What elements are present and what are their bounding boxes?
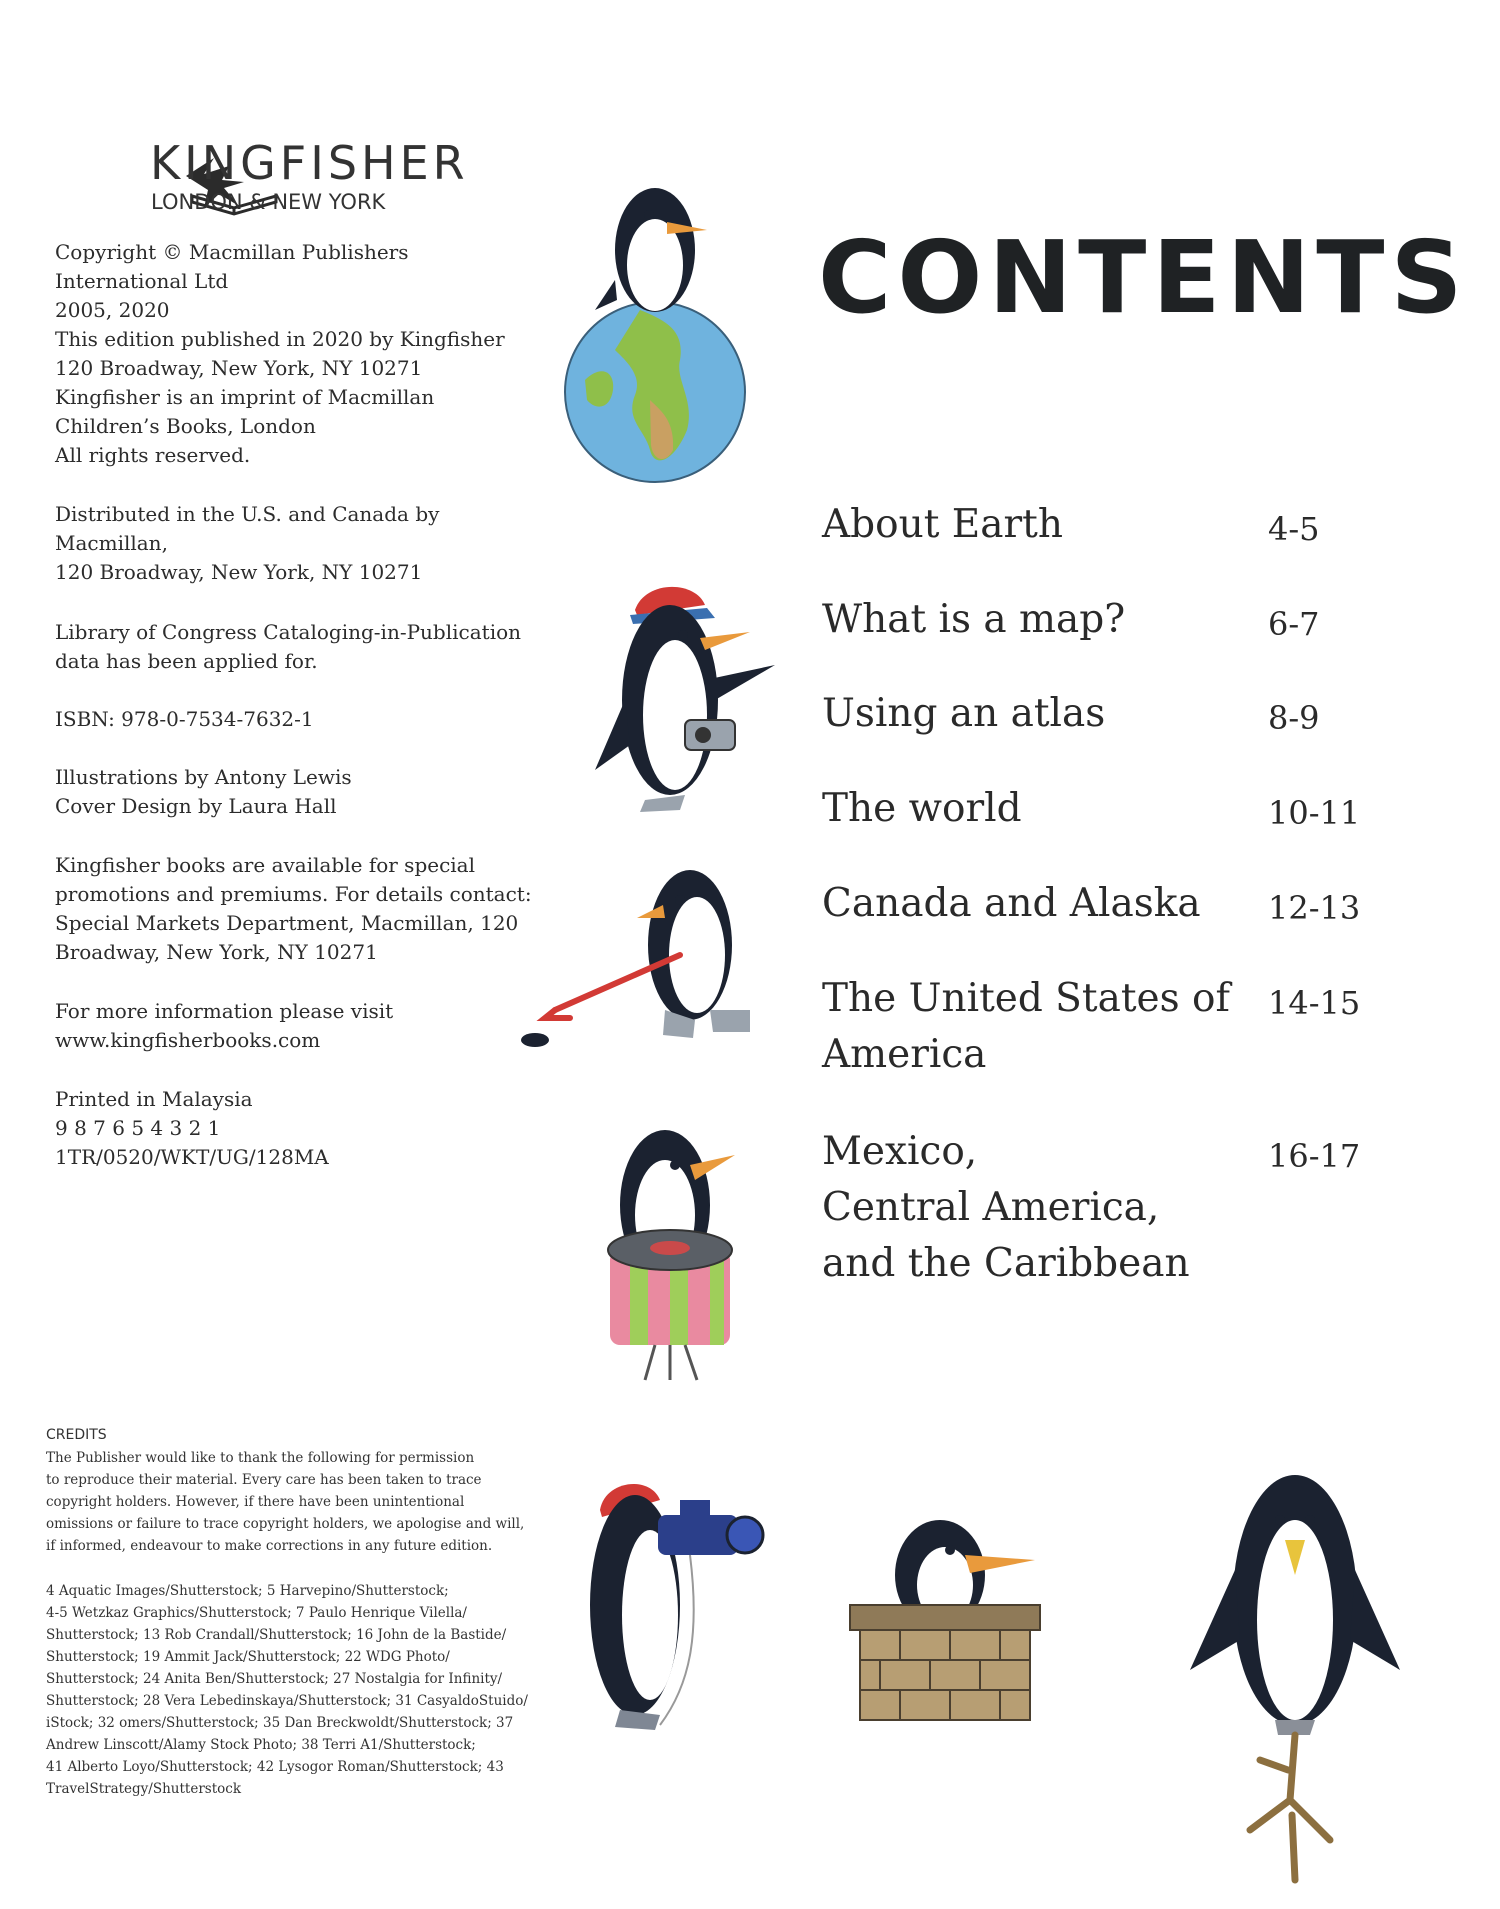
credits-line: omissions or failure to trace copyright holders, we apologise and will, (46, 1516, 525, 1532)
toc-page-number: 16-17 (1268, 1137, 1361, 1175)
penguin-hockey-illustration (515, 860, 795, 1060)
toc-entry-title: About Earth (822, 502, 1063, 547)
penguin-with-camera-illustration (575, 570, 795, 820)
imprint-line: Illustrations by Antony Lewis (55, 765, 352, 789)
toc-page-number: 4-5 (1268, 510, 1320, 548)
credits-line: Shutterstock; 19 Ammit Jack/Shutterstock; 22 WDG Photo/ (46, 1649, 450, 1665)
credits-line: TravelStrategy/Shutterstock (46, 1781, 241, 1797)
toc-entry-title: America (822, 1032, 987, 1077)
credits-line: Shutterstock; 24 Anita Ben/Shutterstock; 27 Nostalgia for Infinity/ (46, 1671, 503, 1687)
toc-entry-the-world (822, 781, 1252, 837)
credits-line: 4-5 Wetzkaz Graphics/Shutterstock; 7 Paulo Henrique Vilella/ (46, 1605, 467, 1621)
copyright-block (55, 238, 575, 470)
imprint-line: Kingfisher is an imprint of Macmillan (55, 385, 435, 409)
toc-entry-mexico-central-america (822, 1124, 1252, 1292)
distribution-block (55, 500, 575, 587)
credits-line: 4 Aquatic Images/Shutterstock; 5 Harvepino/Shutterstock; (46, 1583, 449, 1599)
credits-line: to reproduce their material. Every care has been taken to trace (46, 1472, 482, 1488)
credits-line: Shutterstock; 28 Vera Lebedinskaya/Shutterstock; 31 CasyaldoStuido/ (46, 1693, 528, 1709)
imprint-line: International Ltd (55, 269, 229, 293)
toc-entry-title: Canada and Alaska (822, 881, 1201, 926)
imprint-line: This edition published in 2020 by Kingfisher (55, 327, 505, 351)
toc-entry-title: Using an atlas (822, 691, 1106, 736)
imprint-line: data has been applied for. (55, 649, 318, 673)
toc-entry-title: Central America, (822, 1185, 1160, 1230)
toc-entry-united-states (822, 971, 1252, 1083)
toc-entry-title: and the Caribbean (822, 1241, 1190, 1286)
publisher-tagline: LONDON & NEW YORK (151, 190, 386, 214)
publisher-name: KINGFISHER (150, 136, 469, 190)
toc-entry-about-earth (822, 497, 1252, 553)
credits-line: iStock; 32 omers/Shutterstock; 35 Dan Breckwoldt/Shutterstock; 37 (46, 1715, 514, 1731)
toc-page-number: 6-7 (1268, 605, 1320, 643)
toc-page-number: 12-13 (1268, 889, 1361, 927)
credits-line: The Publisher would like to thank the following for permission (46, 1450, 475, 1466)
imprint-line: 9 8 7 6 5 4 3 2 1 (55, 1116, 221, 1140)
credits-line: Andrew Linscott/Alamy Stock Photo; 38 Terri A1/Shutterstock; (46, 1737, 476, 1753)
imprint-line: Children’s Books, London (55, 414, 316, 438)
imprint-line: All rights reserved. (55, 443, 251, 467)
credits-line: Shutterstock; 13 Rob Crandall/Shutterstock; 16 John de la Bastide/ (46, 1627, 507, 1643)
credits-line: 41 Alberto Loyo/Shutterstock; 42 Lysogor Roman/Shutterstock; 43 (46, 1759, 504, 1775)
toc-entry-title: The United States of (822, 976, 1230, 1021)
imprint-line: 120 Broadway, New York, NY 10271 (55, 560, 423, 584)
imprint-line: Distributed in the U.S. and Canada by (55, 502, 440, 526)
toc-page-number: 8-9 (1268, 699, 1320, 737)
imprint-line: 1TR/0520/WKT/UG/128MA (55, 1145, 329, 1169)
toc-entry-title: What is a map? (822, 597, 1126, 642)
imprint-line: Broadway, New York, NY 10271 (55, 940, 378, 964)
imprint-line: Kingfisher books are available for special (55, 853, 475, 877)
imprint-line: Special Markets Department, Macmillan, 120 (55, 911, 519, 935)
penguin-on-globe-illustration (555, 160, 755, 490)
toc-entry-canada-and-alaska (822, 876, 1252, 932)
imprint-line: Macmillan, (55, 531, 168, 555)
imprint-line: Printed in Malaysia (55, 1087, 253, 1111)
toc-entry-title: The world (822, 786, 1022, 831)
imprint-line: 2005, 2020 (55, 298, 170, 322)
penguin-video-camera-illustration (580, 1455, 780, 1745)
imprint-line: Library of Congress Cataloging-in-Publication (55, 620, 522, 644)
penguin-steel-drum-illustration (585, 1130, 765, 1390)
imprint-line: Copyright © Macmillan Publishers (55, 240, 409, 264)
toc-page-number: 14-15 (1268, 984, 1361, 1022)
toc-entry-what-is-a-map (822, 592, 1252, 648)
photo-credits-list (46, 1580, 566, 1800)
illustrator-credit-block (55, 763, 575, 821)
printing-block (55, 1085, 575, 1172)
credits-line: copyright holders. However, if there have been unintentional (46, 1494, 465, 1510)
credits-heading: CREDITS (46, 1427, 107, 1443)
imprint-line: For more information please visit (55, 999, 394, 1023)
toc-entry-using-an-atlas (822, 686, 1252, 742)
penguin-in-chimney-illustration (840, 1505, 1050, 1725)
website-link: www.kingfisherbooks.com (55, 1028, 321, 1052)
cataloging-block (55, 618, 575, 676)
credits-line: if informed, endeavour to make corrections in any future edition. (46, 1538, 493, 1554)
imprint-line: Cover Design by Laura Hall (55, 794, 337, 818)
special-sales-block (55, 851, 575, 967)
page-title: CONTENTS (818, 219, 1469, 336)
penguin-on-branch-illustration (1180, 1470, 1410, 1890)
credits-paragraph (46, 1447, 566, 1557)
isbn: ISBN: 978-0-7534-7632-1 (55, 707, 314, 731)
imprint-line: promotions and premiums. For details contact: (55, 882, 532, 906)
toc-page-number: 10-11 (1268, 794, 1361, 832)
toc-entry-title: Mexico, (822, 1129, 978, 1174)
website-block (55, 997, 575, 1055)
imprint-line: 120 Broadway, New York, NY 10271 (55, 356, 423, 380)
